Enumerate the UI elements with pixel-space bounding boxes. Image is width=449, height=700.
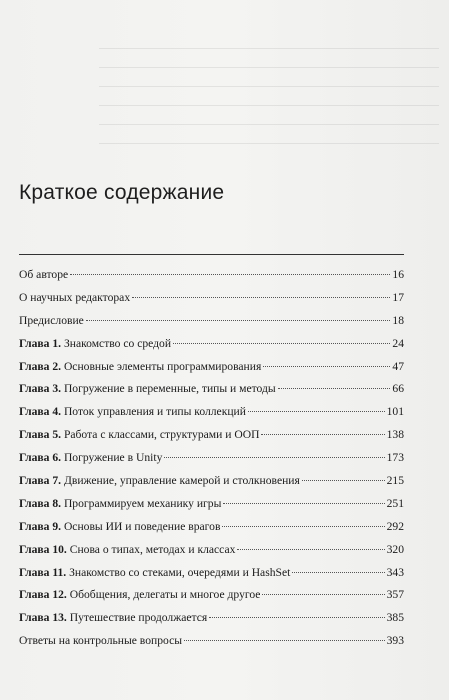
dot-leader	[223, 503, 384, 504]
chapter-number: Глава 10.	[19, 542, 67, 556]
toc-entry-title: Погружение в переменные, типы и методы	[63, 382, 276, 396]
toc-entry-label	[19, 493, 221, 516]
dot-leader	[86, 320, 391, 321]
toc-entry-title: Движение, управление камерой и столкновения	[63, 474, 300, 488]
toc-entry	[19, 264, 404, 287]
chapter-number: Глава 11.	[19, 565, 67, 579]
toc-entry-label	[19, 562, 290, 585]
chapter-number: Глава 13.	[19, 611, 67, 625]
dot-leader	[292, 572, 384, 573]
toc-entry	[19, 516, 404, 539]
dot-leader	[132, 297, 390, 298]
toc-entry-label	[19, 516, 220, 539]
page-number: 343	[386, 565, 404, 579]
toc-entry-label	[19, 264, 68, 287]
page-title: Краткое содержание	[19, 181, 225, 204]
dot-leader	[302, 480, 385, 481]
toc-entry	[19, 562, 404, 585]
page-number: 251	[386, 496, 404, 510]
dot-leader	[70, 274, 390, 275]
chapter-number: Глава 9.	[19, 519, 62, 533]
toc-entry-title: Путешествие продолжается	[69, 611, 208, 625]
toc-entry	[19, 310, 404, 333]
toc-entry-label	[19, 310, 84, 333]
page-number: 320	[386, 542, 404, 556]
page-number: 138	[386, 428, 404, 442]
toc-entry-title: Предисловие	[19, 313, 84, 327]
toc-entry	[19, 378, 404, 401]
chapter-number: Глава 4.	[19, 405, 62, 419]
page-number: 47	[392, 359, 404, 373]
dot-leader	[263, 366, 390, 367]
page-number: 357	[386, 588, 404, 602]
page-number: 18	[392, 313, 404, 327]
toc-entry	[19, 333, 404, 356]
dot-leader	[262, 594, 384, 595]
toc-entry-label	[19, 630, 182, 653]
dot-leader	[237, 549, 384, 550]
toc-entry-title: Основы ИИ и поведение врагов	[63, 519, 221, 533]
toc-entry-label	[19, 424, 259, 447]
dot-leader	[173, 343, 390, 344]
toc-entry-label	[19, 287, 130, 310]
dot-leader	[248, 411, 385, 412]
page-number: 24	[392, 336, 404, 350]
toc-entry-label	[19, 539, 235, 562]
toc-entry-title: Погружение в Unity	[63, 451, 163, 465]
toc-entry	[19, 470, 404, 493]
chapter-number: Глава 6.	[19, 451, 62, 465]
toc-entry	[19, 584, 404, 607]
dot-leader	[184, 640, 385, 641]
chapter-number: Глава 12.	[19, 588, 67, 602]
chapter-number: Глава 2.	[19, 359, 62, 373]
toc-entry	[19, 539, 404, 562]
page-number: 215	[386, 474, 404, 488]
page-number: 173	[386, 451, 404, 465]
chapter-number: Глава 1.	[19, 336, 62, 350]
page-number: 16	[392, 268, 404, 281]
toc-entry-title: Ответы на контрольные вопросы	[19, 634, 183, 648]
chapter-number: Глава 7.	[19, 474, 62, 488]
toc-entry-label	[19, 607, 207, 630]
toc-entry	[19, 607, 404, 630]
page-number: 101	[386, 405, 404, 419]
toc-entry-title: Обобщения, делегаты и многое другое	[69, 588, 261, 602]
page-number: 66	[392, 382, 404, 396]
table-of-contents	[19, 264, 404, 653]
toc-entry-title: Поток управления и типы коллекций	[63, 405, 246, 419]
toc-entry	[19, 287, 404, 310]
toc-entry-title: О научных редакторах	[19, 290, 131, 304]
dot-leader	[261, 434, 384, 435]
page-number: 292	[386, 519, 404, 533]
chapter-number: Глава 8.	[19, 496, 62, 510]
toc-entry-label	[19, 401, 246, 424]
toc-entry	[19, 630, 404, 653]
toc-entry-title: Знакомство со средой	[63, 336, 172, 350]
toc-entry-label	[19, 447, 162, 470]
page-number: 385	[386, 611, 404, 625]
toc-entry	[19, 493, 404, 516]
dot-leader	[164, 457, 384, 458]
toc-entry	[19, 447, 404, 470]
toc-entry-title: Знакомство со стеками, очередями и HashSet	[69, 565, 291, 579]
chapter-number: Глава 5.	[19, 428, 62, 442]
page-number: 393	[386, 634, 404, 648]
toc-entry-title: Основные элементы программирования	[63, 359, 262, 373]
chapter-number: Глава 3.	[19, 382, 62, 396]
dot-leader	[278, 388, 391, 389]
toc-entry-label	[19, 378, 276, 401]
toc-entry	[19, 356, 404, 379]
toc-entry-title: Работа с классами, структурами и ООП	[63, 428, 260, 442]
dot-leader	[222, 526, 384, 527]
toc-entry-label	[19, 333, 171, 356]
toc-entry-label	[19, 584, 260, 607]
toc-entry-title: Об авторе	[19, 268, 69, 281]
dot-leader	[209, 617, 384, 618]
toc-entry-label	[19, 470, 300, 493]
title-divider	[19, 254, 404, 255]
toc-entry-title: Снова о типах, методах и классах	[69, 542, 236, 556]
toc-entry	[19, 424, 404, 447]
toc-entry	[19, 401, 404, 424]
toc-entry-label	[19, 356, 261, 379]
page-number: 17	[392, 290, 404, 304]
toc-entry-title: Программируем механику игры	[63, 496, 222, 510]
